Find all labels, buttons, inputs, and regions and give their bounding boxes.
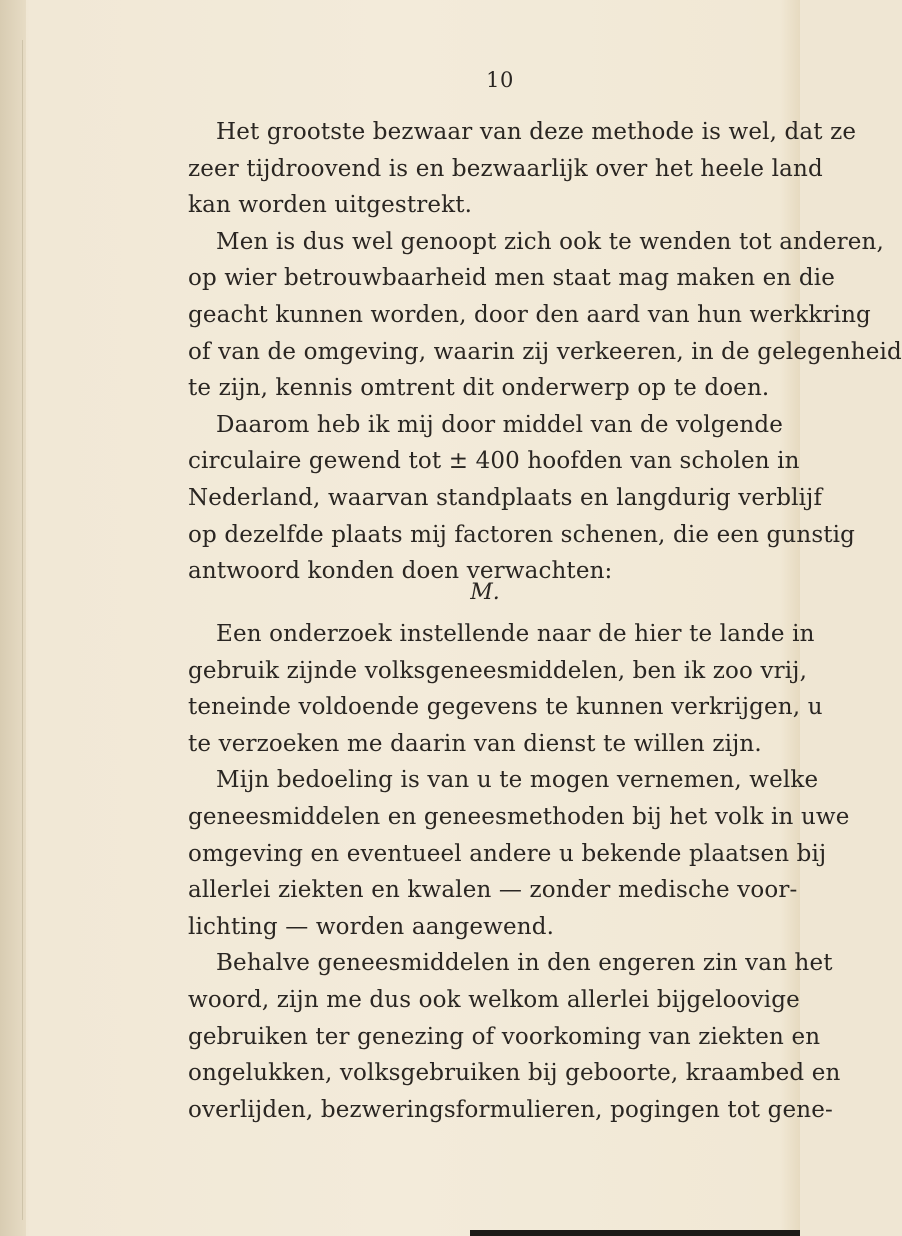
text-line: geneesmiddelen en geneesmethoden bij het volk in uwe bbox=[188, 803, 850, 830]
section-heading: M. bbox=[470, 580, 500, 605]
text-line: antwoord konden doen verwachten: bbox=[188, 558, 613, 585]
text-line: woord, zijn me dus ook welkom allerlei bijgeloovige bbox=[188, 986, 800, 1013]
text-line: Behalve geneesmiddelen in den engeren zin van het bbox=[216, 950, 833, 977]
page-number: 10 bbox=[486, 68, 514, 92]
text-line: op dezelfde plaats mij factoren schenen, die een gunstig bbox=[188, 521, 856, 548]
text-section-2 bbox=[188, 616, 850, 1128]
text-line: te zijn, kennis omtrent dit onderwerp op te doen. bbox=[188, 375, 770, 402]
text-line: zeer tijdroovend is en bezwaarlijk over het heele land bbox=[188, 155, 823, 182]
text-line: Mijn bedoeling is van u te mogen vernemen, welke bbox=[216, 767, 819, 794]
text-line: ongelukken, volksgebruiken bij geboorte, kraambed en bbox=[188, 1060, 841, 1087]
text-line: geacht kunnen worden, door den aard van hun werkkring bbox=[188, 301, 871, 328]
text-line: overlijden, bezweringsformulieren, pogingen tot gene- bbox=[188, 1096, 833, 1123]
page-edge-line bbox=[22, 40, 23, 1220]
text-line: op wier betrouwbaarheid men staat mag maken en die bbox=[188, 265, 835, 292]
text-line: Men is dus wel genoopt zich ook te wenden tot anderen, bbox=[216, 228, 884, 255]
text-line: Een onderzoek instellende naar de hier te lande in bbox=[216, 621, 815, 647]
text-line: of van de omgeving, waarin zij verkeeren, in de gelegenheid bbox=[188, 338, 902, 365]
text-line: Nederland, waarvan standplaats en langdurig verblijf bbox=[188, 484, 823, 511]
text-line: circulaire gewend tot ± 400 hoofden van scholen in bbox=[188, 448, 800, 475]
text-line: teneinde voldoende gegevens te kunnen verkrijgen, u bbox=[188, 694, 823, 721]
text-line: te verzoeken me daarin van dienst te willen zijn. bbox=[188, 730, 762, 757]
text-line: kan worden uitgestrekt. bbox=[188, 192, 473, 219]
bottom-edge-bar bbox=[470, 1230, 800, 1236]
text-section-1 bbox=[188, 114, 902, 590]
text-line: Het grootste bezwaar van deze methode is wel, dat ze bbox=[216, 119, 857, 145]
text-line: lichting — worden aangewend. bbox=[188, 913, 555, 940]
text-line: gebruik zijnde volksgeneesmiddelen, ben ik zoo vrij, bbox=[188, 657, 808, 684]
text-line: gebruiken ter genezing of voorkoming van ziekten en bbox=[188, 1023, 821, 1050]
text-line: allerlei ziekten en kwalen — zonder medische voor- bbox=[188, 877, 798, 904]
text-line: Daarom heb ik mij door middel van de volgende bbox=[216, 411, 784, 438]
text-line: omgeving en eventueel andere u bekende plaatsen bij bbox=[188, 840, 827, 867]
